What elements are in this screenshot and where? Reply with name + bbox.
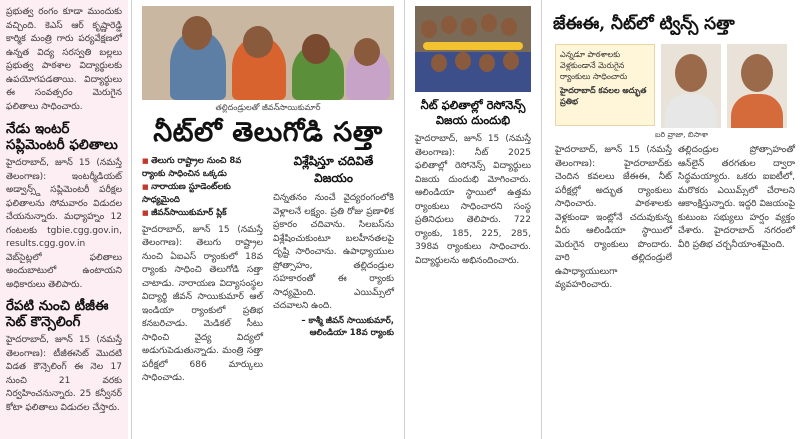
highlight-box: [555, 44, 655, 126]
highlight-bullet: ■ నారాయణ స్టూడెంట్‌లకు సాధ్యమైంది: [142, 181, 263, 206]
main-headline: నీట్‌లో తెలుగోడి సత్తా: [153, 117, 383, 148]
highlight-bullet: ■ తెలుగు రాష్ట్రాల నుంచి 8వ ర్యాంకు సాధించిన ఒక్కడు: [142, 155, 263, 180]
twins-text-right: తల్లిదండ్రుల ప్రోత్సాహంతో ఆన్‌లైన్ తరగతుల ద్వారా సిద్ధమయ్యారు. ఒకరు ఐఐటీలో, మరొకరు ఎయిమ్స్‌లో చేరాలని ఆకాంక్షిస్తున్నారు. ఇద్దరి విజయంపై కుటుంబ సభ్యులు హర్షం వ్యక్తం చేశారు. హైదరాబాద్ నగరంలో వీరి ప్రతిభ చర్చనీయాంశమైంది.: [678, 145, 795, 250]
column-left: [0, 0, 128, 439]
highlight-line: హైదరాబాద్ కవలల అద్భుత ప్రతిభ: [560, 86, 647, 106]
portrait-boy: [661, 44, 721, 128]
resonance-headline: నీట్ ఫలితాల్లో రెసోనెన్స్ విజయ దుందుభి: [420, 98, 526, 127]
column-resonance: [409, 0, 537, 439]
photo-caption: తల్లిదండ్రులతో జీవన్‌సాయికుమార్: [215, 103, 321, 112]
column-divider: [131, 0, 132, 439]
headline-inter-results: నేడు ఇంటర్ సప్లిమెంటరీ ఫలితాలు: [6, 121, 118, 153]
highlight-bullet: ■ జీవన్‌సాయికుమార్ ప్లిక్: [142, 207, 263, 220]
article-text-inter: హైదరాబాద్, జూన్ 15 (నమస్తే తెలంగాణ): ఇంటర్మీడియట్ అడ్వాన్స్డ్ సప్లిమెంటరీ పరీక్షల ఫలితాలను సోమవారం విడుదల చేయనున్నారు. మధ్యాహ్నం 12 గంటలకు tgbie.cgg.gov.in, results.cgg.gov.in వెబ్‌సైట్లలో ఫలితాలు అందుబాటులో ఉంటాయని అధికారులు తెలిపారు.: [6, 158, 122, 290]
sub-headline: విశ్లేషిస్తూ చదివితే విజయం: [293, 154, 374, 185]
twins-text-left: హైదరాబాద్, జూన్ 15 (నమస్తే తెలంగాణ): హైదరాబాద్‌కు చెందిన కవలలు జేఈఈ, నీట్ పరీక్షల్లో అద్భుత ర్యాంకులు సాధించారు. పాఠశాలకు వెళ్లకుండా ఇంట్లోనే చదువుకున్న వీరు ఆలిండియా స్థాయిలో మెరుగైన ర్యాంకులు పొందారు. వారి తల్లిదండ్రులే ఉపాధ్యాయులుగా వ్యవహరించారు.: [555, 145, 672, 290]
portrait-caption: బరి వ్రాజా, బిసాశా: [655, 130, 709, 139]
column-main-story: [134, 0, 402, 439]
resonance-text: హైదరాబాద్, జూన్ 15 (నమస్తే తెలంగాణ): నీట్ 2025 ఫలితాల్లో రెసోనెన్స్ విద్యార్థులు విజయ దుందుభి మోగించారు. ఆలిండియా స్థాయిలో ఉత్తమ ర్యాంకులు సాధించారని సంస్థ ప్రతినిధులు తెలిపారు. 722 ర్యాంకు, 185, 225, 285, 398వ ర్యాంకులు సాధించారు. విద్యార్థులను అభినందించారు.: [415, 134, 531, 266]
twins-headline: జేఈఈ, నీట్‌లో ట్విన్స్ సత్తా: [553, 14, 735, 34]
students-photo: [415, 6, 531, 92]
signature: – కాశ్మీ జీవన్ సాయికుమార్, ఆలిండియా 18వ ర్యాంకు: [301, 315, 394, 338]
highlight-line: ఎన్నడూ పాఠశాలకు వెళ్లకుండానే మెరుగైన ర్యాంకులు సాధించారు: [560, 50, 628, 81]
article-text-tgecet: హైదరాబాద్, జూన్ 15 (నమస్తే తెలంగాణ): టీజీఈసెట్ మొదటి విడత కౌన్సెలింగ్ ఈ నెల 17 నుంచి 21 వరకు నిర్వహించనున్నారు. 25 కన్వీనర్ కోటా ఫలితాలు విడుదల చేస్తారు.: [6, 335, 122, 413]
column-divider: [541, 0, 542, 439]
column-twins: [545, 0, 800, 439]
main-story-text: హైదరాబాద్, జూన్ 15 (నమస్తే తెలంగాణ): తెలుగు రాష్ట్రాల నుంచి ఏఐఎస్ ర్యాంకులో 18వ ర్యాంకు సాధించి తెలుగోడి సత్తా చాటాడు. నారాయణ విద్యాసంస్థల విద్యార్థి జీవన్ సాయికుమార్ ఆల్ ఇండియా ర్యాంకులో ప్రతిభ కనబరిచాడు. మెడికల్ సీటు సాధించి వైద్య విద్యలో అడుగుపెడుతున్నాడు. మంత్రి సత్తా పరీక్షలో 686 మార్కులు సాధించాడు.: [142, 224, 263, 383]
family-photo: [142, 6, 394, 100]
column-divider: [404, 0, 405, 439]
portrait-girl: [727, 44, 787, 128]
article-text-top: ప్రభుత్వ రంగం కూడా ముందుకు వచ్చింది. కెఎస్ ఆర్ కృష్ణారెడ్డి కార్మిక మంత్రి గారు పర్యవేక్షణలో ఉన్నత విద్య సరస్వతి బల్లలు ప్రభుత్వ పాఠశాల విద్యార్థులకు ఉపయోగపడతాయి. విద్యార్థులు ఈ సంవత్సరం మెరుగైన ఫలితాలు సాధించారు.: [6, 7, 122, 112]
headline-tgecet: రేపటి నుంచి టీజీఈ సెట్ కౌన్సెలింగ్: [6, 298, 109, 330]
quote-text: చిన్నతనం నుంచే వైద్యరంగంలోకి వెళ్లాలనే లక్ష్యం. ప్రతి రోజు ప్రణాళిక ప్రకారం చదివాను. సిలబస్‌ను విశ్లేషించుకుంటూ బలహీనతలపై దృష్టి సారించాను. ఉపాధ్యాయుల ప్రోత్సాహం, తల్లిదండ్రుల సహకారంతో ఈ ర్యాంకు సాధ్యమైంది. ఎయిమ్స్‌లో చదవాలని ఉంది.: [273, 193, 394, 311]
